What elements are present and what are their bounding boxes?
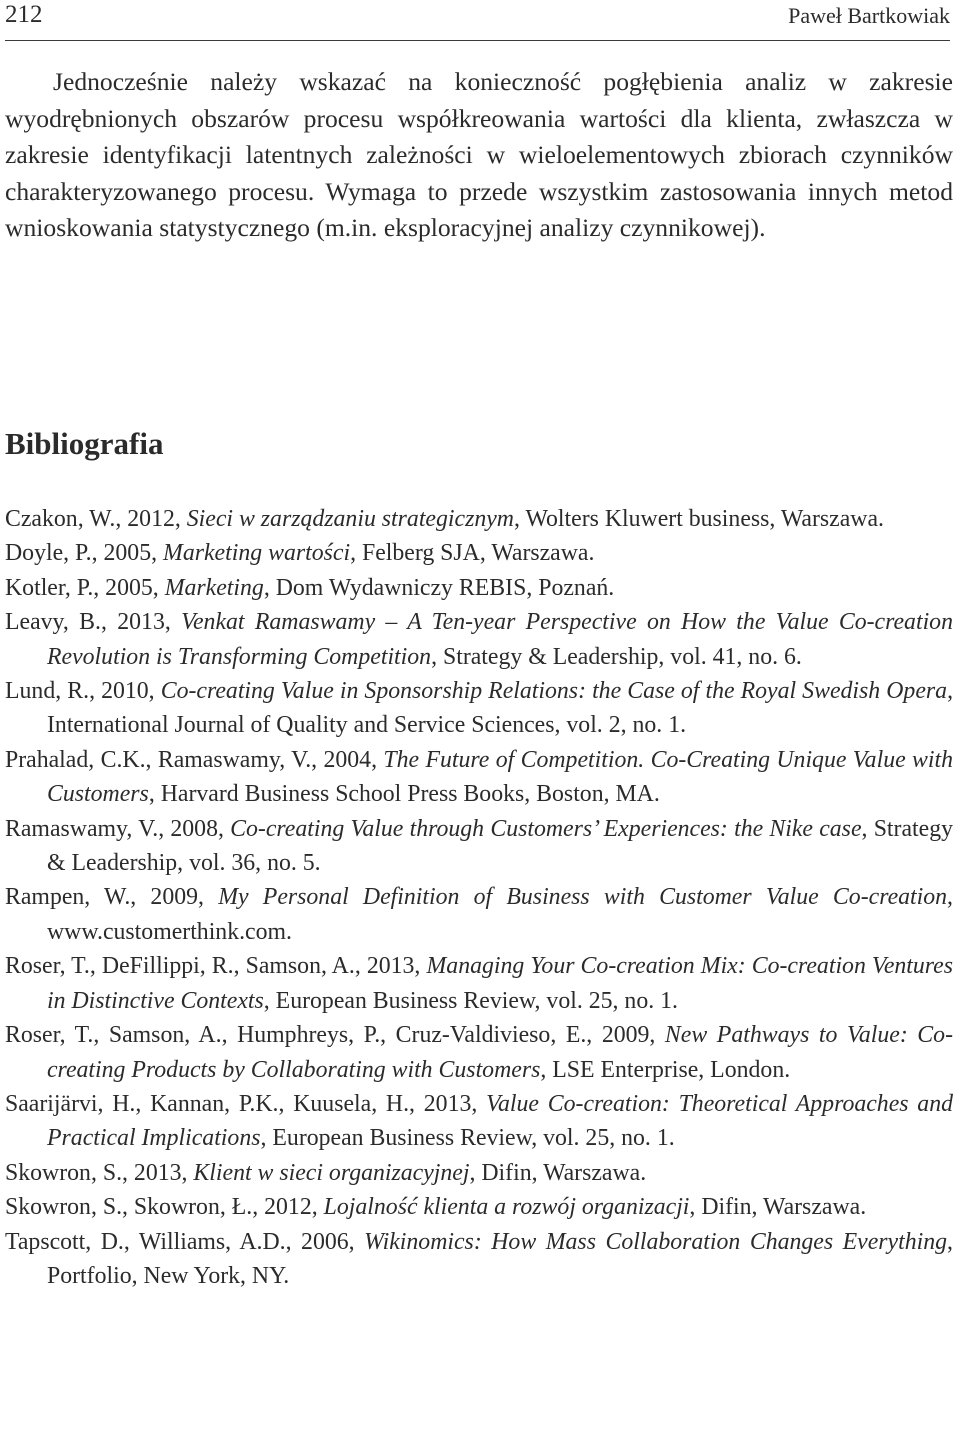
bibliography-entry: Saarijärvi, H., Kannan, P.K., Kuusela, H., 2013, Value Co-creation: Theoretical Approaches and Practical Implications, European Business Review, vol. 25, no. 1. [5, 1090, 954, 1152]
bibliography-entry: Roser, T., DeFillippi, R., Samson, A., 2013, Managing Your Co-creation Mix: Co-creation Ventures in Distinctive Contexts, European Business Review, vol. 25, no. 1. [5, 953, 953, 1014]
page-number: 212 [5, 1, 43, 28]
bibliography-entry: Skowron, S., Skowron, Ł., 2012, Lojalność klienta a rozwój organizacji, Difin, Warszawa. [5, 1194, 867, 1221]
bibliography-entry: Rampen, W., 2009, My Personal Definition of Business with Customer Value Co-creation, www.customerthink.com. [5, 884, 953, 945]
page-header [5, 0, 950, 41]
running-head-author: Paweł Bartkowiak [788, 3, 950, 28]
bibliography-entry: Roser, T., Samson, A., Humphreys, P., Cruz-Valdivieso, E., 2009, New Pathways to Value: Co-creating Products by Collaborating with Customers, LSE Enterprise, London. [5, 1022, 953, 1083]
bibliography-entry: Kotler, P., 2005, Marketing, Dom Wydawniczy REBIS, Poznań. [5, 574, 615, 601]
bibliography-entry: Tapscott, D., Williams, A.D., 2006, Wikinomics: How Mass Collaboration Changes Everything, Portfolio, New York, NY. [5, 1228, 953, 1289]
bibliography-list [5, 502, 953, 1293]
bibliography-entry: Doyle, P., 2005, Marketing wartości, Felberg SJA, Warszawa. [5, 540, 595, 567]
bibliography-entry: Lund, R., 2010, Co-creating Value in Sponsorship Relations: the Case of the Royal Swedish Opera, International Journal of Quality and Service Sciences, vol. 2, no. 1. [5, 678, 954, 739]
bibliography-entry: Czakon, W., 2012, Sieci w zarządzaniu strategicznym, Wolters Kluwert business, Warszawa. [5, 506, 884, 532]
bibliography-entry: Leavy, B., 2013, Venkat Ramaswamy – A Ten-year Perspective on How the Value Co-creation Revolution is Transforming Competition, Strategy & Leadership, vol. 41, no. 6. [5, 609, 953, 670]
bibliography-entry: Skowron, S., 2013, Klient w sieci organizacyjnej, Difin, Warszawa. [5, 1159, 647, 1186]
bibliography-heading: Bibliografia [5, 426, 164, 461]
bibliography-entry: Prahalad, C.K., Ramaswamy, V., 2004, The Future of Competition. Co-Creating Unique Value with Customers, Harvard Business School Press Books, Boston, MA. [5, 746, 954, 808]
body-paragraph: Jednocześnie należy wskazać na konieczność pogłębienia analiz w zakresie wyodrębnionych obszarów procesu współkreowania wartości dla klienta, zwłaszcza w zakresie identyfikacji latentnych zależności w wieloelementowych zbiorach czynników charakteryzowanego procesu. Wymaga to przede wszystkim zastosowania innych metod wnioskowania statystycznego (m.in. eksploracyjnej analizy czynnikowej). [5, 67, 953, 242]
bibliography-entry: Ramaswamy, V., 2008, Co-creating Value through Customers’ Experiences: the Nike case, Strategy & Leadership, vol. 36, no. 5. [5, 815, 954, 877]
